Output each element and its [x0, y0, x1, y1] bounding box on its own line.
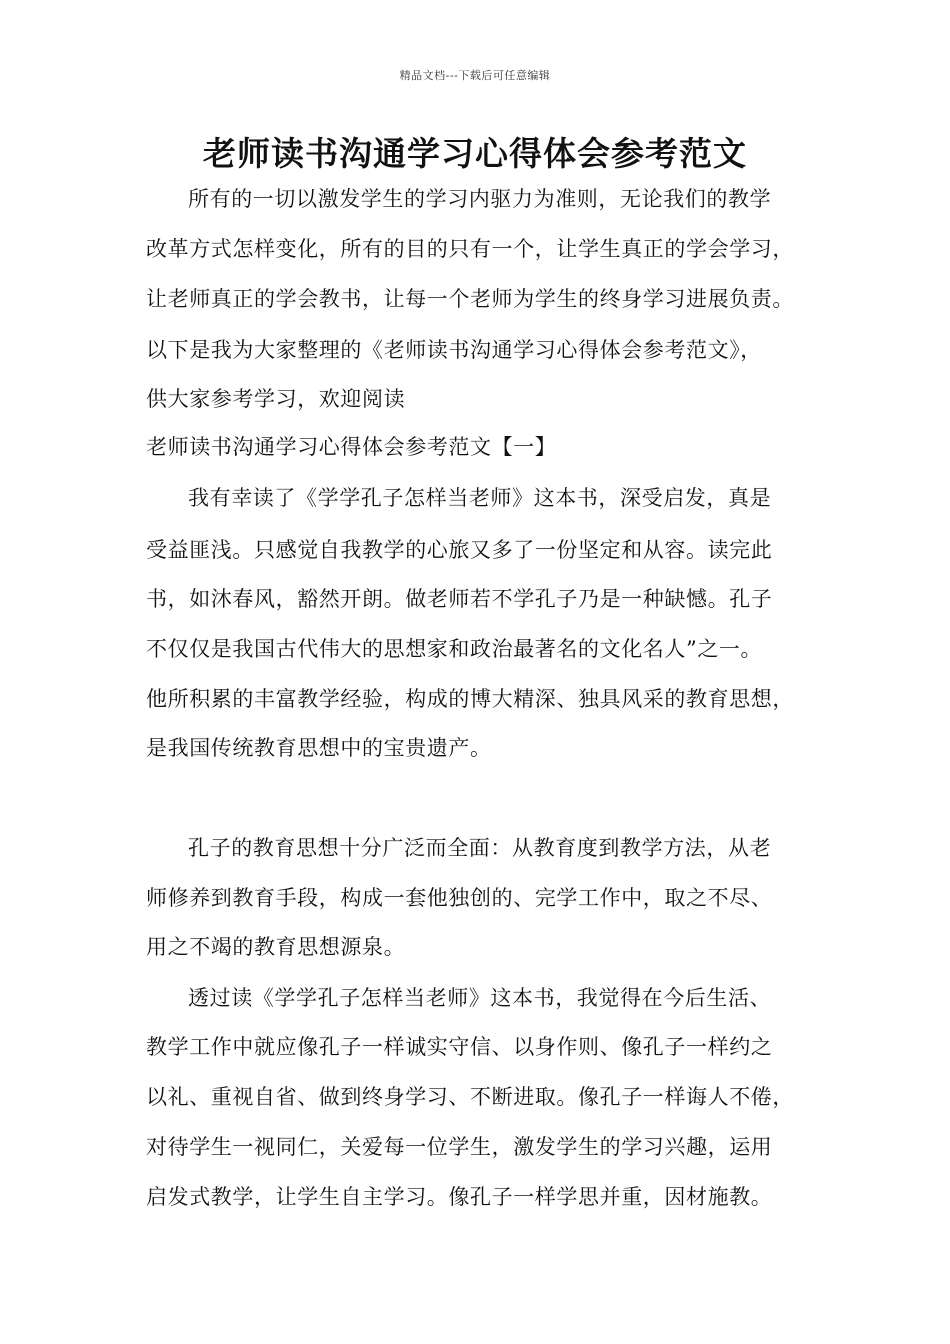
paragraph-line: 对待学生一视同仁，关爱每一位学生，激发学生的学习兴趣，运用: [146, 1135, 773, 1159]
section-heading: 老师读书沟通学习心得体会参考范文【一】: [146, 435, 557, 459]
paragraph-line: 供大家参考学习，欢迎阅读: [146, 387, 406, 411]
document-header-note: 精品文档---下载后可任意编辑: [399, 69, 551, 82]
paragraph-line: 让老师真正的学会教书，让每一个老师为学生的终身学习进展负责。: [146, 287, 794, 311]
paragraph-line: 受益匪浅。只感觉自我教学的心旅又多了一份坚定和从容。读完此: [146, 538, 773, 562]
paragraph-line: 不仅仅是我国古代伟大的思想家和政治最著名的文化名人”之一。: [146, 637, 763, 661]
paragraph-line: 透过读《学学孔子怎样当老师》这本书，我觉得在今后生活、: [188, 986, 772, 1010]
document-title: 老师读书沟通学习心得体会参考范文: [203, 134, 747, 173]
paragraph-line: 以下是我为大家整理的《老师读书沟通学习心得体会参考范文》，: [146, 338, 762, 362]
paragraph-line: 是我国传统教育思想中的宝贵遗产。: [146, 736, 492, 760]
paragraph-line: 他所积累的丰富教学经验，构成的博大精深、独具风采的教育思想，: [146, 687, 794, 711]
paragraph-line: 启发式教学，让学生自主学习。像孔子一样学思并重，因材施教。: [146, 1185, 773, 1209]
paragraph-line: 书，如沐春风，豁然开朗。做老师若不学孔子乃是一种缺憾。孔子: [146, 587, 773, 611]
paragraph-line: 孔子的教育思想十分广泛而全面：从教育度到教学方法，从老: [188, 836, 772, 860]
paragraph-line: 以礼、重视自省、做到终身学习、不断进取。像孔子一样诲人不倦，: [146, 1085, 794, 1109]
paragraph-line: 改革方式怎样变化，所有的目的只有一个，让学生真正的学会学习，: [146, 237, 794, 261]
paragraph-line: 师修养到教育手段，构成一套他独创的、完学工作中，取之不尽、: [146, 886, 773, 910]
paragraph-line: 教学工作中就应像孔子一样诚实守信、以身作则、像孔子一样约之: [146, 1035, 773, 1059]
paragraph-line: 用之不竭的教育思想源泉。: [146, 935, 406, 959]
paragraph-line: 我有幸读了《学学孔子怎样当老师》这本书，深受启发，真是: [188, 486, 772, 510]
paragraph-line: 所有的一切以激发学生的学习内驱力为准则，无论我们的教学: [188, 187, 772, 211]
